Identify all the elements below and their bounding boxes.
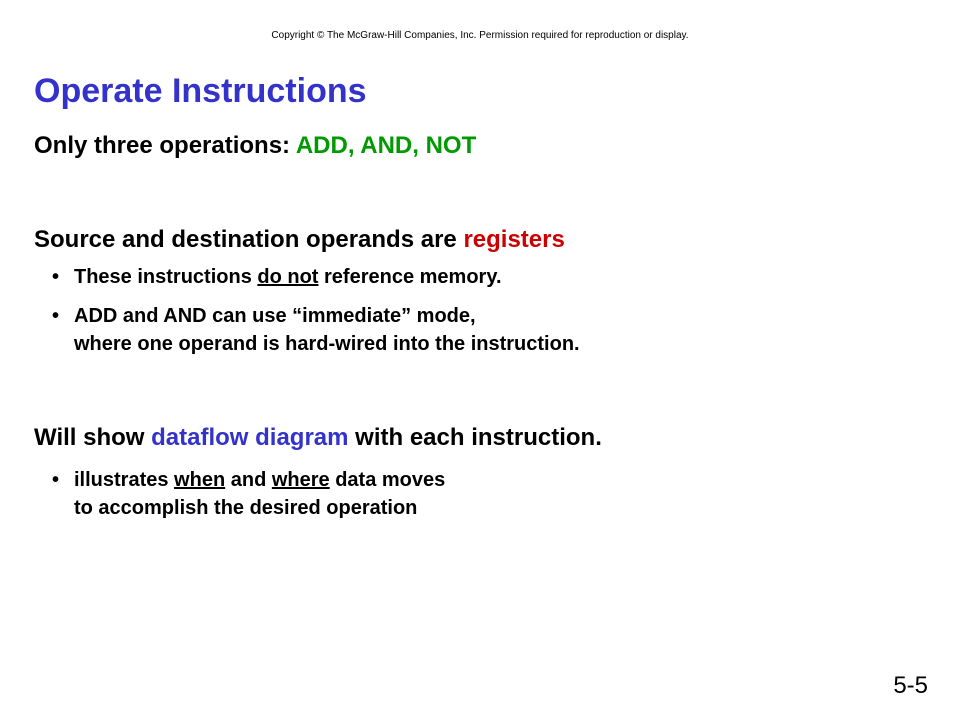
operations-heading bbox=[34, 132, 476, 160]
bullet-illustrates-pre: illustrates bbox=[74, 469, 175, 491]
dataflow-highlight: dataflow diagram bbox=[151, 424, 349, 451]
bullet-illustrates-where: where bbox=[271, 469, 330, 491]
bullet-illustrates-line1 bbox=[74, 466, 445, 494]
bullet-immediate bbox=[52, 302, 580, 358]
slide-title: Operate Instructions bbox=[34, 72, 367, 110]
bullet-immediate-line1: ADD and AND can use “immediate” mode, bbox=[74, 305, 476, 327]
bullet-marker: • bbox=[52, 266, 60, 288]
operands-registers: registers bbox=[463, 226, 565, 253]
dataflow-suffix: with each instruction. bbox=[348, 424, 602, 451]
bullet-memory-underlined: do not bbox=[257, 266, 319, 288]
bullet-illustrates bbox=[52, 466, 446, 522]
bullet-illustrates-line2: to accomplish the desired operation bbox=[74, 497, 418, 519]
operations-list: ADD, AND, NOT bbox=[295, 132, 477, 159]
bullet-illustrates-mid: and bbox=[225, 469, 272, 491]
operations-prefix: Only three operations: bbox=[34, 132, 296, 159]
bullet-immediate-line2: where one operand is hard-wired into the instruction. bbox=[74, 333, 580, 355]
bullet-memory-post: reference memory. bbox=[318, 266, 502, 288]
operands-prefix: Source and destination operands are bbox=[34, 226, 464, 253]
bullet-marker: • bbox=[52, 305, 60, 327]
dataflow-prefix: Will show bbox=[34, 424, 152, 451]
bullet-memory-pre: These instructions bbox=[74, 266, 258, 288]
copyright-notice: Copyright © The McGraw-Hill Companies, Inc. Permission required for reproduction or display. bbox=[271, 30, 689, 41]
bullet-marker: • bbox=[52, 469, 60, 491]
bullet-illustrates-post: data moves bbox=[329, 469, 446, 491]
bullet-illustrates-when: when bbox=[174, 469, 226, 491]
slide-number: 5-5 bbox=[893, 672, 928, 699]
operands-heading bbox=[34, 226, 565, 254]
bullet-memory bbox=[52, 263, 502, 291]
dataflow-heading bbox=[34, 424, 602, 452]
